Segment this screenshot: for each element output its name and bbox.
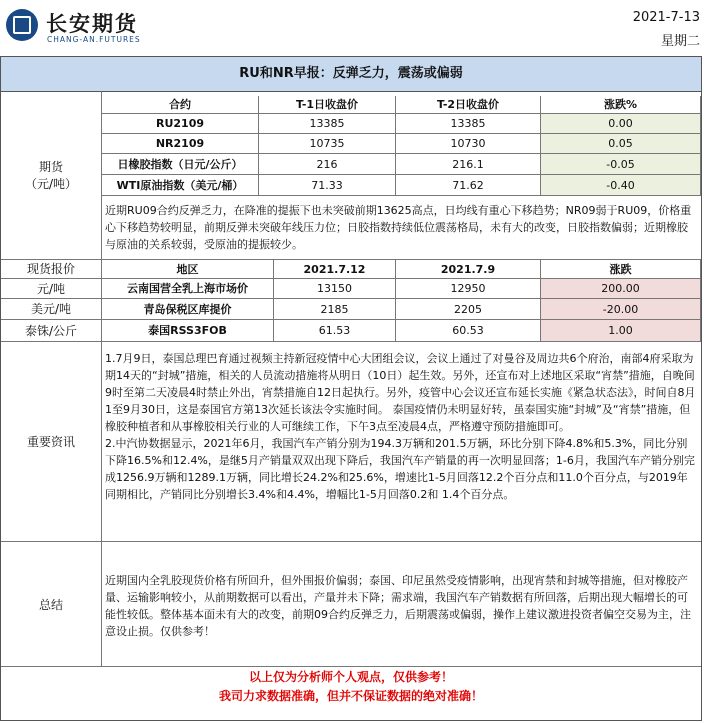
report-weekday: 星期二 (660, 34, 700, 49)
spot-row-unit: 泰铢/公斤 (1, 320, 102, 342)
spot-row-price2: 12950 (396, 279, 541, 299)
spot-row-change: 1.00 (541, 320, 701, 342)
futures-row-contract: WTI原油指数（美元/桶） (102, 175, 259, 196)
futures-row-change: 0.05 (541, 134, 701, 154)
futures-row-t1: 216 (259, 154, 396, 175)
spot-row-change: 200.00 (541, 279, 701, 299)
brand-name-en: CHANG-AN.FUTURES (47, 35, 141, 44)
changan-logo-icon (6, 9, 38, 41)
futures-row-t1: 10735 (259, 134, 396, 154)
futures-row-t2: 13385 (396, 114, 541, 134)
news-item-1: 1.7月9日，泰国总理巴育通过视频主持新冠疫情中心大团组会议，会议上通过了对曼谷及周边共6个府治，南部4府采取为期14天的“封城”措施，相关的人员流动措施将从明日（10日）起生效。另外，还宣布对上述地区采取“宵禁”措施，自晚间9时至第二天凌晨4时禁止外出，宵禁措施自12日起执行。另外，疫管中心会议还宣布延长实施《紧急状态法》，时间自8月1至9月30日，这是泰国官方第13次延长该法令实施时间。 泰国疫情仍未明显好转，虽泰国实施“封城”及“宵禁”措施，但橡胶种植者和从事橡胶相关行业的人可继续工作，下午3点至凌晨4点，严格遵守预防措施即可。 (105, 352, 696, 433)
futures-header-t1: T-1日收盘价 (259, 96, 396, 114)
futures-row-t2: 71.62 (396, 175, 541, 196)
news-body (102, 342, 701, 542)
futures-row-change: 0.00 (541, 114, 701, 134)
spot-header-region: 地区 (102, 260, 274, 279)
futures-row-change: -0.40 (541, 175, 701, 196)
futures-row-t2: 10730 (396, 134, 541, 154)
spot-row-price1: 2185 (274, 299, 396, 320)
spot-row-unit: 元/吨 (1, 279, 102, 299)
spot-header-date1: 2021.7.12 (274, 260, 396, 279)
spot-row-change: -20.00 (541, 299, 701, 320)
futures-commentary: 近期RU09合约反弹乏力，在降准的提振下也未突破前期13625高点，日均线有重心下移趋势；NR09弱于RU09，价格重心下移趋势较明显，前期反弹未突破年线压力位；日胶指数持续低位震荡格局，未有大的改变，日胶指数偏弱；近期橡胶与原油的关系较弱，受原油的提振较少。 (102, 196, 701, 260)
futures-label-unit: （元/吨） (24, 177, 78, 191)
report-header (0, 0, 704, 56)
news-item-2: 2.中汽协数据显示，2021年6月，我国汽车产销分别为194.3万辆和201.5万辆，环比分别下降4.8%和5.3%，同比分别下降16.5%和12.4%，是继5月产销量双双出现下降后，我国汽车产销量的再一次明显回落；1-6月，我国汽车产销分别完成1256.9万辆和1289.1万辆，同比增长24.2%和25.6%，增速比1-5月回落12.2个百分点和11.0个百分点，与2019年同期相比，产销同比分别增长3.4%和4.4%，增幅比1-5月回落0.2和 1.4个百分点。 (105, 437, 695, 501)
report-date: 2021-7-13 (632, 10, 700, 25)
disclaimer (1, 668, 701, 706)
futures-header-t2: T-2日收盘价 (396, 96, 541, 114)
futures-header-contract: 合约 (102, 96, 259, 114)
brand-name: 长安期货 (46, 12, 138, 36)
futures-row-t1: 71.33 (259, 175, 396, 196)
spot-label: 现货报价 (1, 260, 102, 279)
report-title: RU和NR早报：反弹乏力，震荡或偏弱 (1, 57, 701, 92)
spot-row-region: 云南国营全乳上海市场价 (102, 279, 274, 299)
news-label: 重要资讯 (1, 342, 102, 542)
futures-label-main: 期货 (38, 160, 63, 174)
futures-row-contract: RU2109 (102, 114, 259, 134)
spot-header-date2: 2021.7.9 (396, 260, 541, 279)
spot-row-price2: 60.53 (396, 320, 541, 342)
spot-row-price2: 2205 (396, 299, 541, 320)
futures-row-contract: NR2109 (102, 134, 259, 154)
futures-label (1, 91, 102, 260)
summary-body: 近期国内全乳胶现货价格有所回升，但外围报价偏弱；泰国、印尼虽然受疫情影响，出现宵禁和封城等措施，但对橡胶产量、运输影响较小，从前期数据可以看出，产量并未下降；需求端，我国汽车产销数据有所回落，后期出现大幅增长的可能性较低。整体基本面未有大的改变，前期09合约反弹乏力，后期震荡或偏弱，操作上建议激进投资者偏空交易为主，注意设止损。仅供参考！ (102, 542, 701, 667)
summary-label: 总结 (1, 542, 102, 667)
spot-row-price1: 61.53 (274, 320, 396, 342)
futures-header-change: 涨跌% (541, 96, 701, 114)
futures-row-t2: 216.1 (396, 154, 541, 175)
disclaimer-line-2: 我司力求数据准确，但并不保证数据的绝对准确！ (218, 689, 483, 703)
spot-row-price1: 13150 (274, 279, 396, 299)
spot-row-region: 泰国RSS3FOB (102, 320, 274, 342)
spot-header-change: 涨跌 (541, 260, 701, 279)
disclaimer-line-1: 以上仅为分析师个人观点，仅供参考！ (248, 670, 453, 684)
futures-row-contract: 日橡胶指数（日元/公斤） (102, 154, 259, 175)
futures-row-t1: 13385 (259, 114, 396, 134)
spot-row-unit: 美元/吨 (1, 299, 102, 320)
futures-row-change: -0.05 (541, 154, 701, 175)
spot-row-region: 青岛保税区库提价 (102, 299, 274, 320)
